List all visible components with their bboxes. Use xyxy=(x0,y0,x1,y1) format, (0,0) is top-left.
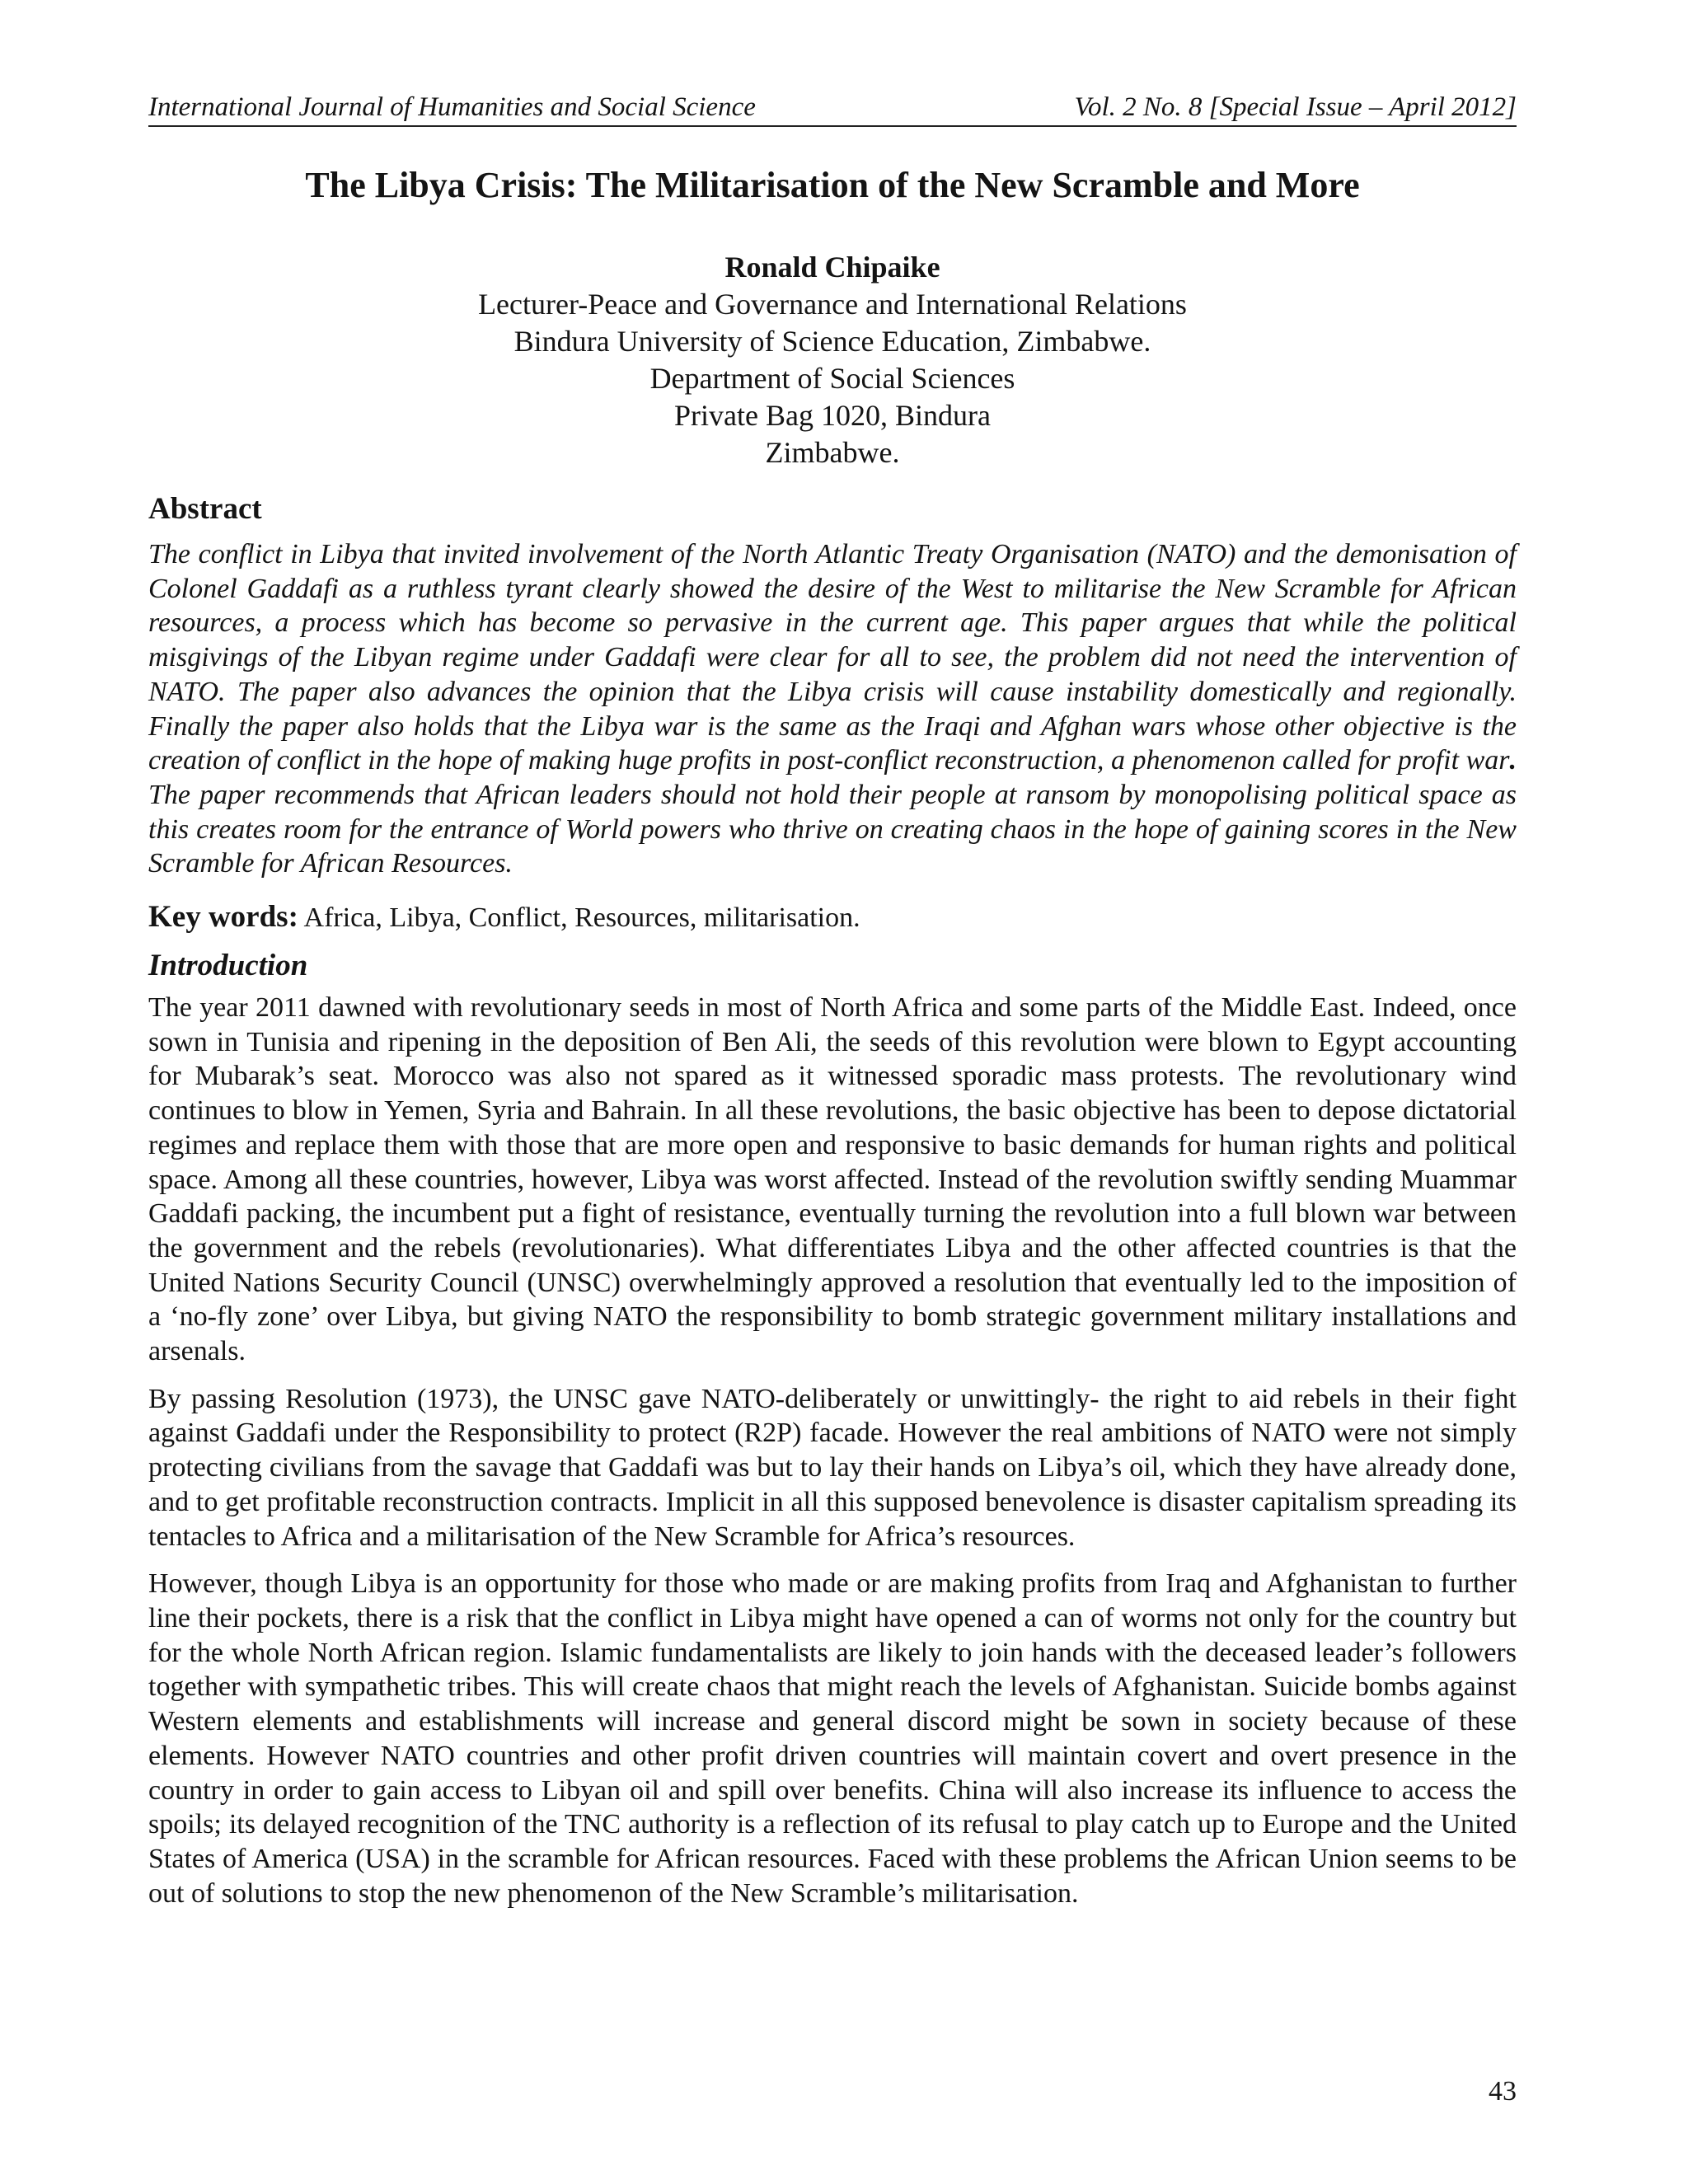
body-paragraph: The year 2011 dawned with revolutionary seeds in most of North Africa and some parts of the Middle East. Indeed, once sown in Tunisia and ripening in the deposition of Ben Ali, the seeds of this revolution were blown to Egypt accounting for Mubarak’s seat. Morocco was also not spared as it witnessed sporadic mass protests. The revolutionary wind continues to blow in Yemen, Syria and Bahrain. In all these revolutions, the basic objective has been to depose dictatorial regimes and replace them with those that are more open and responsive to basic demands for human rights and political space. Among all these countries, however, Libya was worst affected. Instead of the revolution swiftly sending Muammar Gaddafi packing, the incumbent put a fight of resistance, eventually turning the revolution into a full blown war between the government and the rebels (revolutionaries). What differentiates Libya and the other affected countries is that the United Nations Security Council (UNSC) overwhelmingly approved a resolution that eventually led to the imposition of a ‘no-fly zone’ over Libya, but giving NATO the responsibility to bomb strategic government military installations and arsenals. xyxy=(148,992,1517,1367)
abstract-text-part2: The paper recommends that African leaders should not hold their people at ransom by monopolising political space as this creates room for the entrance of World powers who thrive on creating chaos in the hope of gaining scores in the New Scramble for African Resources. xyxy=(148,779,1517,879)
page-number: 43 xyxy=(1489,2076,1517,2107)
author-block xyxy=(148,249,1517,471)
body-paragraph: By passing Resolution (1973), the UNSC gave NATO-deliberately or unwittingly- the right to aid rebels in their fight against Gaddafi under the Responsibility to protect (R2P) facade. However the real ambitions of NATO were not simply protecting civilians from the savage that Gaddafi was but to lay their hands on Libya’s oil, which they have already done, and to get profitable reconstruction contracts. Implicit in all this supposed benevolence is disaster capitalism spreading its tentacles to Africa and a militarisation of the New Scramble for Africa’s resources. xyxy=(148,1383,1517,1552)
affiliation-line: Zimbabwe. xyxy=(765,436,900,469)
keywords-text: Africa, Libya, Conflict, Resources, militarisation. xyxy=(298,902,860,934)
abstract-text-dot: . xyxy=(1509,745,1517,776)
paper-page xyxy=(148,91,1517,1924)
affiliation-line: Bindura University of Science Education, Zimbabwe. xyxy=(513,325,1151,358)
introduction-heading: Introduction xyxy=(148,949,308,983)
affiliation-line: Private Bag 1020, Bindura xyxy=(674,399,991,432)
affiliation-line: Department of Social Sciences xyxy=(649,362,1015,395)
keywords-label: Key words: xyxy=(148,900,298,935)
journal-name: International Journal of Humanities and Social Science xyxy=(148,92,756,122)
keywords xyxy=(148,899,1517,936)
paper-title: The Libya Crisis: The Militarisation of the New Scramble and More xyxy=(305,165,1360,205)
running-header xyxy=(148,91,1517,127)
abstract-text-part1: The conflict in Libya that invited involvement of the North Atlantic Treaty Organisation (NATO) and the demonisation of Colonel Gaddafi as a ruthless tyrant clearly showed the desire of the West to militarise the New Scramble for African resources, a process which has become so pervasive in the current age. This paper argues that while the political misgivings of the Libyan regime under Gaddafi were clear for all to see, the problem did not need the intervention of NATO. The paper also advances the opinion that the Libya crisis will cause instability domestically and regionally. Finally the paper also holds that the Libya war is the same as the Iraqi and Afghan wars whose other objective is the creation of conflict in the hope of making huge profits in post-conflict reconstruction, a phenomenon called for profit war xyxy=(148,539,1517,776)
volume-info: Vol. 2 No. 8 [Special Issue – April 2012] xyxy=(1074,92,1517,122)
body-paragraph: However, though Libya is an opportunity for those who made or are making profits from Iraq and Afghanistan to further line their pockets, there is a risk that the conflict in Libya might have opened a can of worms not only for the country but for the whole North African region. Islamic fundamentalists are likely to join hands with the deceased leader’s followers together with sympathetic tribes. This will create chaos that might reach the levels of Afghanistan. Suicide bombs against Western elements and establishments will increase and general discord might be sown in society because of these elements. However NATO countries and other profit driven countries will maintain covert and overt presence in the country in order to gain access to Libyan oil and spill over benefits. China will also increase its influence to access the spoils; its delayed recognition of the TNC authority is a reflection of its refusal to play catch up to Europe and the United States of America (USA) in the scramble for African resources. Faced with these problems the African Union seems to be out of solutions to stop the new phenomenon of the New Scramble’s militarisation. xyxy=(148,1568,1517,1909)
abstract-heading: Abstract xyxy=(148,492,262,526)
affiliation-line: Lecturer-Peace and Governance and International Relations xyxy=(478,288,1187,321)
author-name: Ronald Chipaike xyxy=(724,251,940,284)
abstract-text xyxy=(148,537,1517,881)
